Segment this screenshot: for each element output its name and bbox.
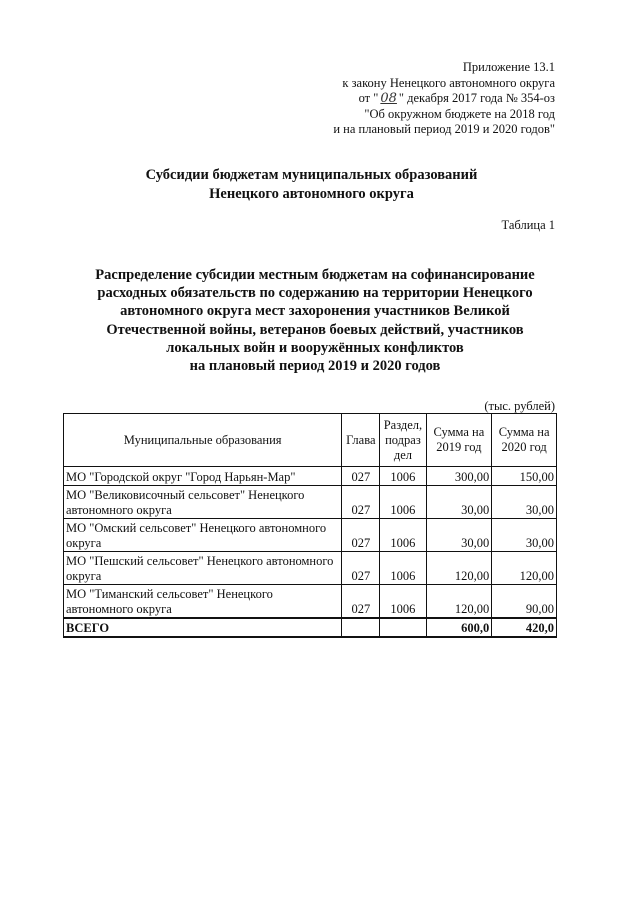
header-chapter: Глава [342, 414, 380, 467]
row-sum-2019: 120,00 [426, 585, 492, 619]
appendix-line-1: Приложение 13.1 [462, 60, 555, 74]
row-section: 1006 [380, 519, 426, 552]
row-sum-2019: 300,00 [426, 467, 492, 486]
header-section [380, 414, 426, 467]
header-sum-2020-line-2: 2020 год [501, 440, 547, 454]
handwritten-day: 08 [380, 91, 397, 106]
row-chapter: 027 [342, 486, 380, 519]
title-line-1: Субсидии бюджетам муниципальных образований [145, 167, 478, 183]
header-sum-2020-line-1: Сумма на [498, 425, 550, 439]
appendix-block [333, 60, 555, 138]
row-sum-2020: 30,00 [492, 486, 557, 519]
table-subtitle [80, 266, 550, 375]
header-sum-2019 [426, 414, 492, 467]
row-municipality-line-1: МО "Пешский сельсовет" Ненецкого автономного [66, 554, 334, 568]
row-chapter: 027 [342, 552, 380, 585]
row-chapter: 027 [342, 519, 380, 552]
row-sum-2020: 30,00 [492, 519, 557, 552]
header-section-line-1: Раздел, [383, 417, 423, 432]
header-sum-2019-line-2: 2019 год [436, 440, 482, 454]
row-municipality-line-2: округа [66, 536, 102, 550]
header-municipality: Муниципальные образования [64, 414, 342, 467]
total-label: ВСЕГО [64, 618, 342, 637]
row-municipality [64, 585, 342, 619]
row-sum-2019: 120,00 [426, 552, 492, 585]
row-section: 1006 [380, 467, 426, 486]
total-chapter [342, 618, 380, 637]
header-sum-2020 [492, 414, 557, 467]
appendix-line-4: "Об окружном бюджете на 2018 год [364, 106, 555, 121]
title-line-2: Ненецкого автономного округа [209, 186, 414, 202]
row-municipality-line-1: МО "Тиманский сельсовет" Ненецкого [66, 587, 273, 601]
row-section: 1006 [380, 552, 426, 585]
total-section [380, 618, 426, 637]
row-municipality-line-1: МО "Великовисочный сельсовет" Ненецкого [66, 488, 305, 502]
subsidy-table [63, 413, 557, 638]
header-section-line-3: дел [393, 447, 412, 462]
row-chapter: 027 [342, 585, 380, 619]
subtitle-line-1: Распределение субсидии местным бюджетам на софинансирование [95, 267, 535, 283]
row-municipality [64, 519, 342, 552]
row-section: 1006 [380, 486, 426, 519]
subtitle-line-2: расходных обязательств по содержанию на территории Ненецкого [97, 285, 533, 302]
table-row [64, 585, 557, 619]
table-row [64, 486, 557, 519]
row-sum-2020: 90,00 [492, 585, 557, 619]
header-sum-2019-line-1: Сумма на [433, 425, 485, 439]
row-municipality-line-2: автономного округа [66, 503, 172, 517]
subtitle-line-5: локальных войн и вооружённых конфликтов [166, 339, 464, 356]
table-label: Таблица 1 [501, 218, 555, 232]
table-row [64, 552, 557, 585]
header-section-line-2: подраз [385, 432, 421, 447]
date-suffix: " декабря 2017 года № 354-оз [398, 91, 555, 105]
row-sum-2020: 150,00 [492, 467, 557, 486]
row-municipality-line-2: округа [66, 569, 102, 583]
appendix-date-line [333, 91, 555, 107]
units-label: (тыс. рублей) [484, 399, 555, 413]
row-municipality-line-1: МО "Омский сельсовет" Ненецкого автономного [66, 521, 327, 535]
table-row [64, 519, 557, 552]
row-section: 1006 [380, 585, 426, 619]
table-row [64, 467, 557, 486]
appendix-line-5: и на плановый период 2019 и 2020 годов" [333, 122, 555, 136]
total-sum-2019: 600,0 [426, 618, 492, 637]
date-prefix: от " [358, 91, 379, 105]
row-municipality [64, 486, 342, 519]
row-municipality: МО "Городской округ "Город Нарьян-Мар" [64, 467, 342, 486]
row-sum-2019: 30,00 [426, 519, 492, 552]
row-municipality [64, 552, 342, 585]
row-sum-2020: 120,00 [492, 552, 557, 585]
row-chapter: 027 [342, 467, 380, 486]
document-title [0, 166, 639, 204]
row-municipality-line-2: автономного округа [66, 602, 172, 616]
subtitle-line-6: на плановый период 2019 и 2020 годов [189, 358, 441, 375]
appendix-line-2: к закону Ненецкого автономного округа [342, 75, 555, 90]
subtitle-line-3: автономного округа мест захоронения участников Великой [120, 303, 510, 320]
table-total-row [64, 618, 557, 637]
row-sum-2019: 30,00 [426, 486, 492, 519]
subtitle-line-4: Отечественной войны, ветеранов боевых действий, участников [106, 321, 524, 338]
total-sum-2020: 420,0 [492, 618, 557, 637]
table-header-row [64, 414, 557, 467]
